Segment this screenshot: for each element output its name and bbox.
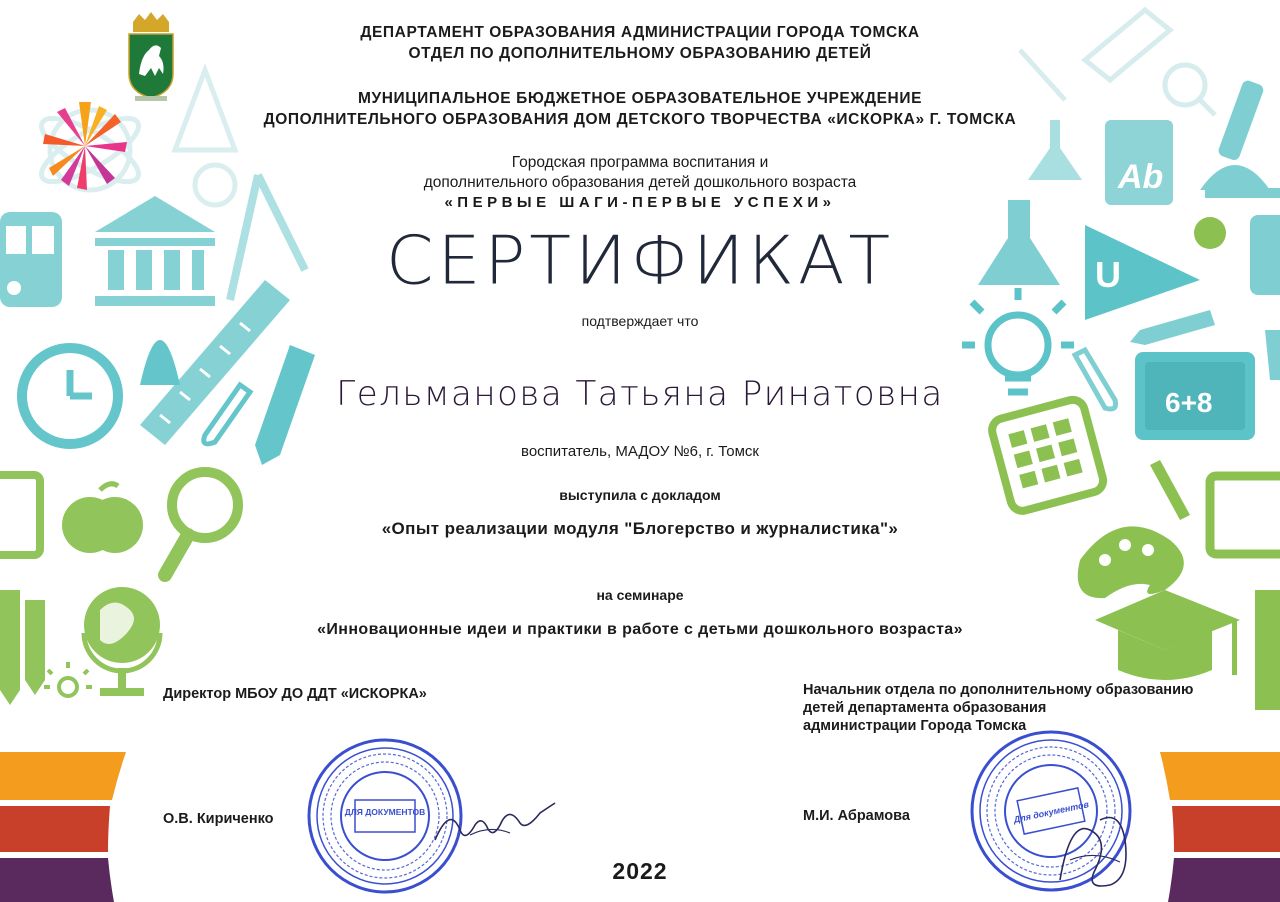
program-line-1: Городская программа воспитания и (511, 154, 769, 171)
confirms-text: подтверждает что (581, 313, 699, 329)
recipient-position: воспитатель, МАДОУ №6, г. Томск (521, 443, 759, 460)
certificate-year: 2022 (612, 858, 668, 884)
svg-text:Ab: Ab (1118, 158, 1164, 196)
action-text: выступила с докладом (559, 487, 721, 503)
left-signatory-name: О.В. Кириченко (163, 811, 274, 827)
left-signature (430, 795, 560, 855)
lamp-icon (44, 662, 92, 696)
right-signatory-name: М.И. Абрамова (803, 808, 910, 824)
right-signature (1040, 800, 1140, 900)
left-signatory-title: Директор МБОУ ДО ДДТ «ИСКОРКА» (163, 686, 427, 702)
report-title: «Опыт реализации модуля "Блогерство и журналистика"» (381, 519, 899, 538)
header-institution-1: МУНИЦИПАЛЬНОЕ БЮДЖЕТНОЕ ОБРАЗОВАТЕЛЬНОЕ УЧРЕЖДЕНИЕ (357, 90, 923, 107)
header-department: ДЕПАРТАМЕНТ ОБРАЗОВАНИЯ АДМИНИСТРАЦИИ ГОРОДА ТОМСКА (360, 24, 920, 41)
header-division: ОТДЕЛ ПО ДОПОЛНИТЕЛЬНОМУ ОБРАЗОВАНИЮ ДЕТЕЙ (408, 45, 872, 62)
right-stamp-label: Для документов (1012, 799, 1090, 825)
program-line-2: дополнительного образования детей дошкольного возраста (423, 174, 857, 191)
event-intro: на семинаре (596, 587, 684, 603)
right-signatory-title-2: детей департамента образования (803, 700, 1047, 716)
recipient-name: Гельманова Татьяна Ринатовна (336, 374, 944, 414)
globe-icon (84, 587, 160, 696)
header-institution-2: ДОПОЛНИТЕЛЬНОГО ОБРАЗОВАНИЯ ДОМ ДЕТСКОГО ТВОРЧЕСТВА «ИСКОРКА» Г. ТОМСКА (263, 111, 1017, 128)
right-signatory-title-1: Начальник отдела по дополнительному образованию (803, 682, 1194, 698)
event-title: «Инновационные идеи и практики в работе с детьми дошкольного возраста» (317, 621, 963, 638)
left-stamp-label: ДЛЯ ДОКУМЕНТОВ (344, 807, 426, 817)
program-name: «ПЕРВЫЕ ШАГИ-ПЕРВЫЕ УСПЕХИ» (444, 194, 836, 211)
svg-text:U: U (1095, 254, 1121, 295)
svg-text:6+8: 6+8 (1165, 387, 1213, 418)
certificate-title: СЕРТИФИКАТ (385, 222, 895, 301)
right-signatory-title-3: администрации Города Томска (803, 718, 1027, 734)
